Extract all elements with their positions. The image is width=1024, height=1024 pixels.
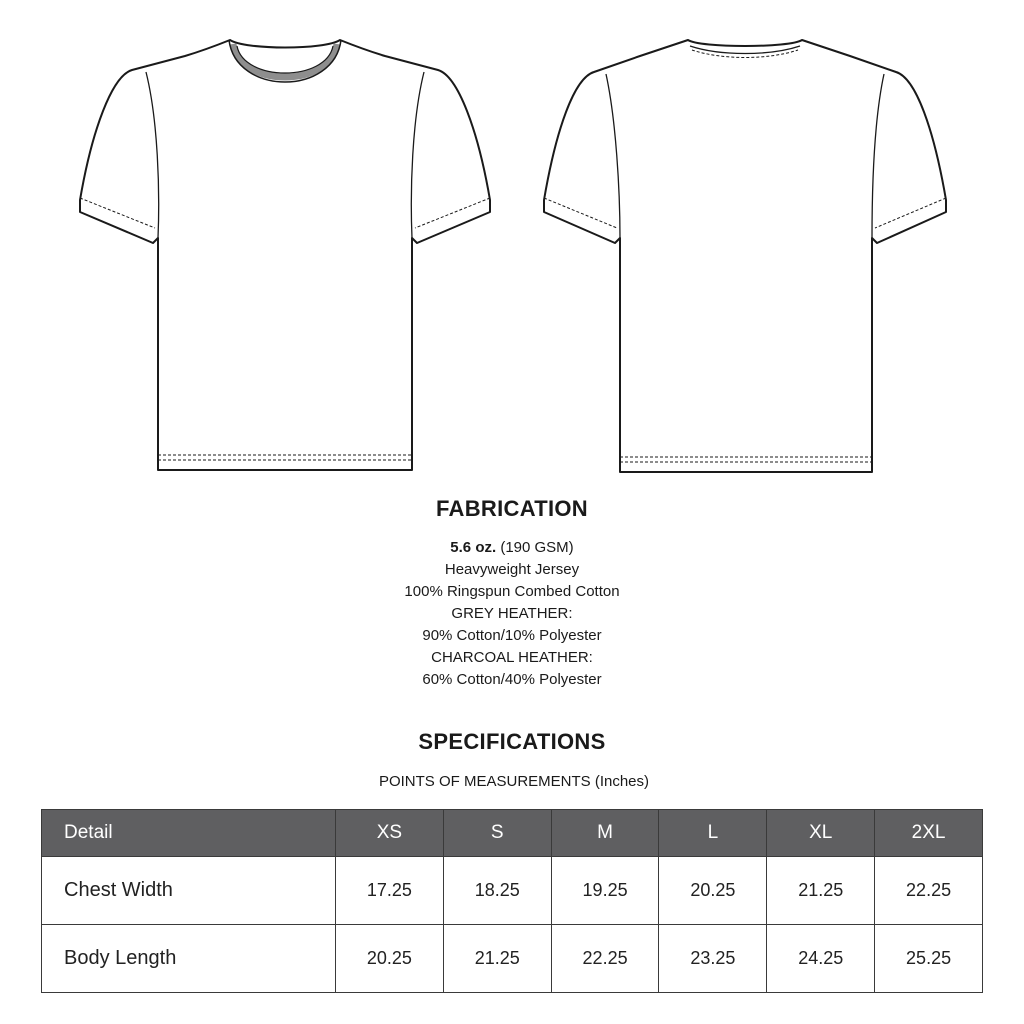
row-label-chest-width: Chest Width	[42, 857, 336, 925]
header-detail: Detail	[42, 810, 336, 857]
fabrication-line: Heavyweight Jersey	[444, 561, 580, 578]
table-cell: 21.25	[443, 925, 551, 993]
table-cell: 22.25	[875, 857, 983, 925]
fabrication-line: CHARCOAL HEATHER:	[431, 649, 593, 666]
fabrication-line: 100% Ringspun Combed Cotton	[404, 583, 620, 600]
table-cell: 20.25	[336, 925, 444, 993]
header-size-s: S	[443, 810, 551, 857]
measurements-subtitle: POINTS OF MEASUREMENTS (Inches)	[378, 773, 650, 790]
table-cell: 18.25	[443, 857, 551, 925]
fabrication-details	[0, 537, 1024, 691]
table-row	[42, 925, 983, 993]
tshirt-front-flat	[80, 40, 490, 470]
back-body-outline	[544, 40, 946, 472]
fabrication-line: GREY HEATHER:	[451, 605, 573, 622]
table-row	[42, 857, 983, 925]
header-size-xl: XL	[767, 810, 875, 857]
table-cell: 17.25	[336, 857, 444, 925]
header-size-xs: XS	[336, 810, 444, 857]
fabrication-line: 90% Cotton/10% Polyester	[422, 627, 602, 644]
tshirt-back-flat	[544, 40, 946, 472]
table-cell: 24.25	[767, 925, 875, 993]
fabrication-title: FABRICATION	[436, 496, 588, 521]
table-cell: 25.25	[875, 925, 983, 993]
table-cell: 20.25	[659, 857, 767, 925]
size-spec-table	[41, 809, 983, 993]
tshirt-flats	[0, 0, 1024, 490]
header-size-l: L	[659, 810, 767, 857]
specifications-title: SPECIFICATIONS	[418, 729, 606, 754]
table-cell: 23.25	[659, 925, 767, 993]
fabrication-line: 60% Cotton/40% Polyester	[422, 671, 602, 688]
table-header-row	[42, 810, 983, 857]
front-body-outline	[80, 40, 490, 470]
fabrication-weight: 5.6 oz. (190 GSM)	[450, 539, 574, 556]
header-size-m: M	[551, 810, 659, 857]
header-size-2xl: 2XL	[875, 810, 983, 857]
table-cell: 21.25	[767, 857, 875, 925]
table-cell: 22.25	[551, 925, 659, 993]
row-label-body-length: Body Length	[42, 925, 336, 993]
table-cell: 19.25	[551, 857, 659, 925]
